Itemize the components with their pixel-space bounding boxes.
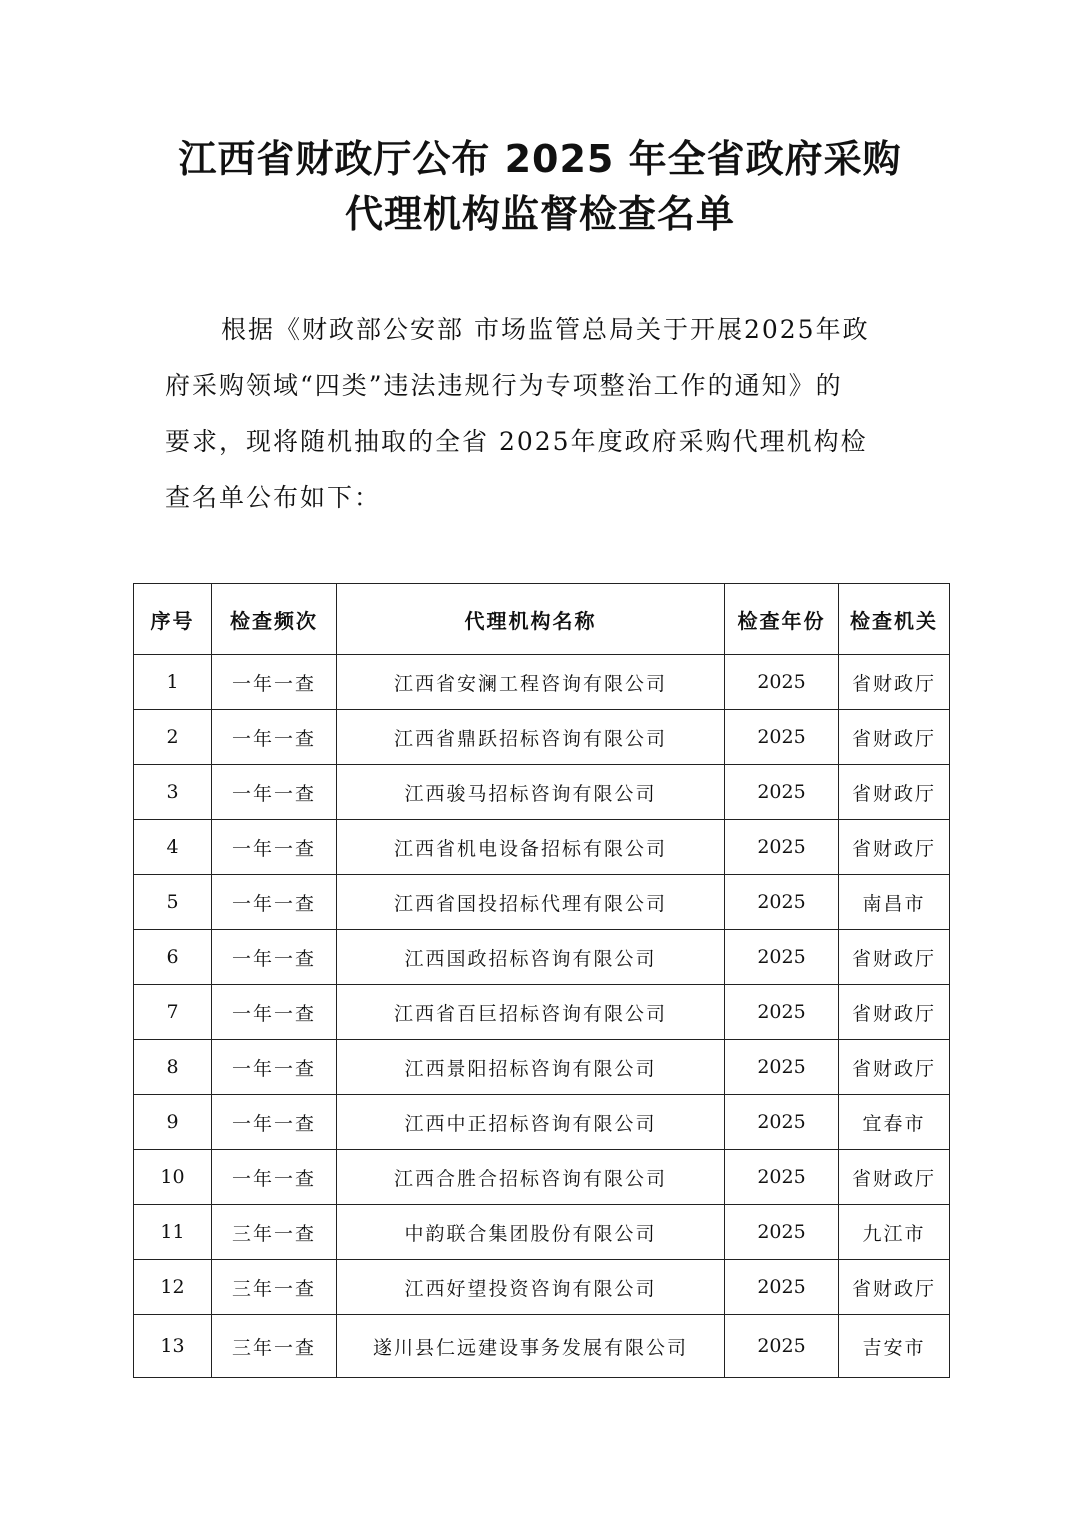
table-row [134, 710, 950, 765]
agency-name-cell: 江西合胜合招标咨询有限公司 [337, 1150, 725, 1205]
authority-cell: 吉安市 [839, 1315, 950, 1378]
year-cell: 2025 [725, 930, 839, 985]
serial-number-cell: 11 [134, 1205, 212, 1260]
agency-name-cell: 江西骏马招标咨询有限公司 [337, 765, 725, 820]
title-line-1: 江西省财政厅公布 2025 年全省政府采购 [178, 137, 902, 181]
frequency-cell: 一年一查 [212, 1095, 337, 1150]
table-row [134, 820, 950, 875]
agency-name-cell: 江西省百巨招标咨询有限公司 [337, 985, 725, 1040]
frequency-cell: 一年一查 [212, 985, 337, 1040]
table-row [134, 1150, 950, 1205]
serial-number-cell: 1 [134, 655, 212, 710]
frequency-cell: 三年一查 [212, 1205, 337, 1260]
year-cell: 2025 [725, 1095, 839, 1150]
agency-name-cell: 江西景阳招标咨询有限公司 [337, 1040, 725, 1095]
frequency-cell: 一年一查 [212, 1150, 337, 1205]
header-inspection-year: 检查年份 [725, 584, 839, 655]
authority-cell: 九江市 [839, 1205, 950, 1260]
table-row [134, 1315, 950, 1378]
table-row [134, 655, 950, 710]
agency-name-cell: 江西省安澜工程咨询有限公司 [337, 655, 725, 710]
table-header-row [134, 584, 950, 655]
table-row [134, 765, 950, 820]
table-row [134, 875, 950, 930]
serial-number-cell: 12 [134, 1260, 212, 1315]
authority-cell: 省财政厅 [839, 930, 950, 985]
agency-name-cell: 江西省机电设备招标有限公司 [337, 820, 725, 875]
header-agency-name: 代理机构名称 [337, 584, 725, 655]
agency-name-cell: 江西国政招标咨询有限公司 [337, 930, 725, 985]
authority-cell: 省财政厅 [839, 1150, 950, 1205]
authority-cell: 省财政厅 [839, 985, 950, 1040]
serial-number-cell: 5 [134, 875, 212, 930]
year-cell: 2025 [725, 765, 839, 820]
table-body [134, 655, 950, 1378]
frequency-cell: 一年一查 [212, 930, 337, 985]
intro-paragraph [165, 302, 917, 526]
title-line-2: 代理机构监督检查名单 [344, 192, 735, 236]
intro-line-2: 府采购领域“四类”违法违规行为专项整治工作的通知》的 [165, 371, 843, 400]
serial-number-cell: 8 [134, 1040, 212, 1095]
frequency-cell: 一年一查 [212, 765, 337, 820]
year-cell: 2025 [725, 875, 839, 930]
table-row [134, 1205, 950, 1260]
agency-name-cell: 江西好望投资咨询有限公司 [337, 1260, 725, 1315]
year-cell: 2025 [725, 1150, 839, 1205]
authority-cell: 省财政厅 [839, 765, 950, 820]
table-row [134, 930, 950, 985]
header-serial-number: 序号 [134, 584, 212, 655]
agency-list-table [133, 583, 950, 1378]
year-cell: 2025 [725, 1040, 839, 1095]
year-cell: 2025 [725, 1260, 839, 1315]
serial-number-cell: 9 [134, 1095, 212, 1150]
year-cell: 2025 [725, 1315, 839, 1378]
table-row [134, 1260, 950, 1315]
agency-name-cell: 遂川县仁远建设事务发展有限公司 [337, 1315, 725, 1378]
serial-number-cell: 10 [134, 1150, 212, 1205]
header-inspection-authority: 检查机关 [839, 584, 950, 655]
table-row [134, 1040, 950, 1095]
authority-cell: 宜春市 [839, 1095, 950, 1150]
year-cell: 2025 [725, 820, 839, 875]
serial-number-cell: 2 [134, 710, 212, 765]
year-cell: 2025 [725, 710, 839, 765]
agency-name-cell: 江西省国投招标代理有限公司 [337, 875, 725, 930]
serial-number-cell: 4 [134, 820, 212, 875]
document-title [0, 132, 1080, 242]
year-cell: 2025 [725, 655, 839, 710]
authority-cell: 省财政厅 [839, 710, 950, 765]
year-cell: 2025 [725, 985, 839, 1040]
agency-name-cell: 中韵联合集团股份有限公司 [337, 1205, 725, 1260]
header-inspection-frequency: 检查频次 [212, 584, 337, 655]
authority-cell: 省财政厅 [839, 1260, 950, 1315]
agency-name-cell: 江西省鼎跃招标咨询有限公司 [337, 710, 725, 765]
authority-cell: 省财政厅 [839, 820, 950, 875]
frequency-cell: 一年一查 [212, 710, 337, 765]
authority-cell: 省财政厅 [839, 655, 950, 710]
authority-cell: 南昌市 [839, 875, 950, 930]
serial-number-cell: 3 [134, 765, 212, 820]
table-row [134, 1095, 950, 1150]
serial-number-cell: 13 [134, 1315, 212, 1378]
table-row [134, 985, 950, 1040]
intro-line-4: 查名单公布如下： [165, 483, 382, 512]
frequency-cell: 一年一查 [212, 655, 337, 710]
serial-number-cell: 6 [134, 930, 212, 985]
agency-name-cell: 江西中正招标咨询有限公司 [337, 1095, 725, 1150]
authority-cell: 省财政厅 [839, 1040, 950, 1095]
serial-number-cell: 7 [134, 985, 212, 1040]
frequency-cell: 三年一查 [212, 1260, 337, 1315]
intro-line-3: 要求，现将随机抽取的全省 2025年度政府采购代理机构检 [165, 427, 868, 456]
year-cell: 2025 [725, 1205, 839, 1260]
frequency-cell: 一年一查 [212, 820, 337, 875]
intro-line-1: 根据《财政部公安部 市场监管总局关于开展2025年政 [221, 315, 870, 344]
frequency-cell: 一年一查 [212, 1040, 337, 1095]
frequency-cell: 三年一查 [212, 1315, 337, 1378]
frequency-cell: 一年一查 [212, 875, 337, 930]
